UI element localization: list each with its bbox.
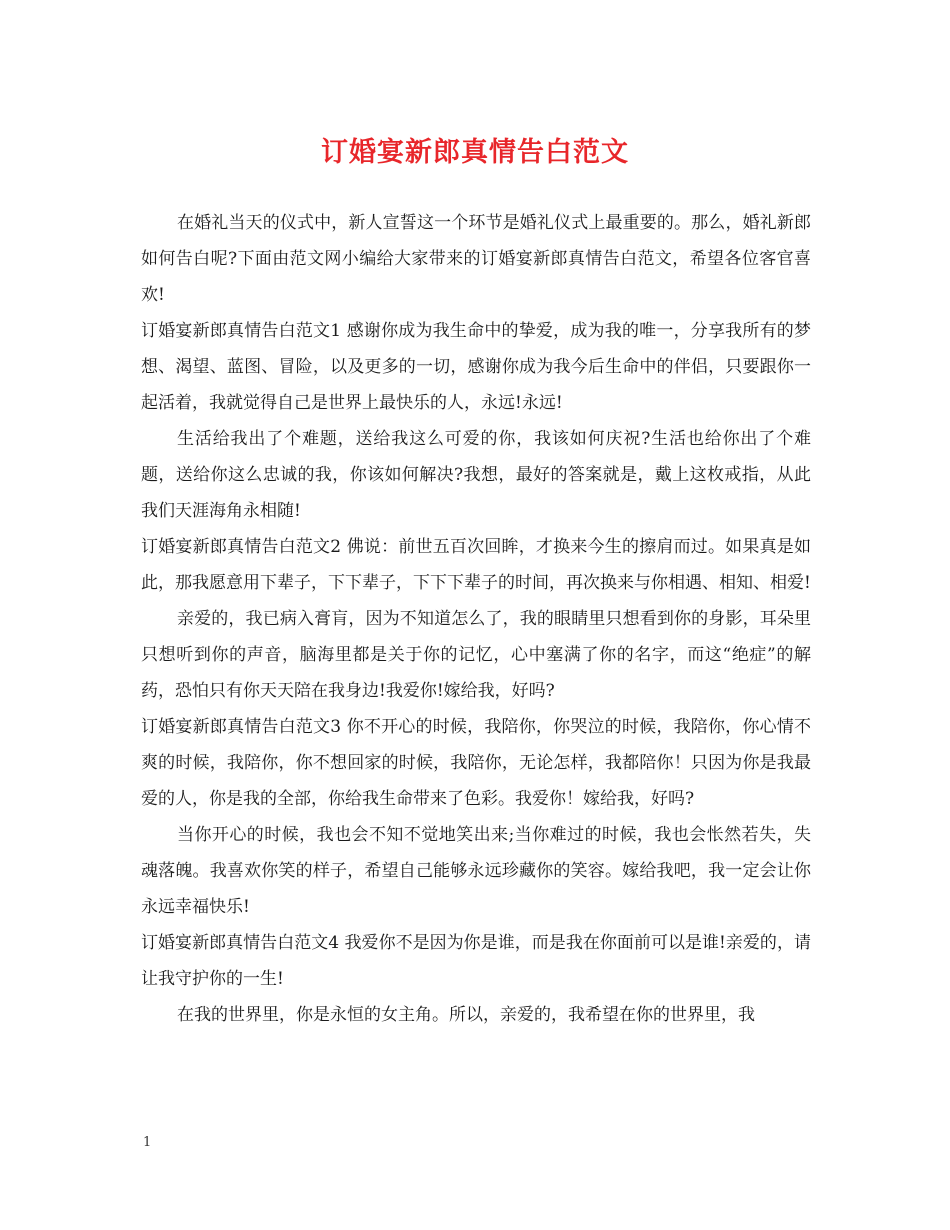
intro-paragraph: 在婚礼当天的仪式中，新人宣誓这一个环节是婚礼仪式上最重要的。那么，婚礼新郎如何告白呢?下面由范文网小编给大家带来的订婚宴新郎真情告白范文，希望各位客官喜欢! (141, 213, 811, 305)
page-number: 1 (143, 1135, 152, 1150)
section-heading: 订婚宴新郎真情告白范文3 (141, 717, 342, 737)
section-3 (141, 709, 811, 817)
section-heading: 订婚宴新郎真情告白范文4 (141, 933, 340, 953)
document-body (141, 205, 811, 1033)
document-title: 订婚宴新郎真情告白范文 (321, 137, 629, 168)
section-text: 佛说：前世五百次回眸，才换来今生的擦肩而过。如果真是如此，那我愿意用下辈子，下下辈子，下下下辈子的时间，再次换来与你相遇、相知、相爱! (141, 537, 811, 593)
section-heading: 订婚宴新郎真情告白范文1 (141, 321, 342, 341)
section-2-paragraph: 亲爱的，我已病入膏肓，因为不知道怎么了，我的眼睛里只想看到你的身影，耳朵里只想听到你的声音，脑海里都是关于你的记忆，心中塞满了你的名字，而这“绝症”的解药，恐怕只有你天天陪在我身边!我爱你!嫁给我，好吗? (141, 609, 811, 701)
section-text: 感谢你成为我生命中的挚爱，成为我的唯一，分享我所有的梦想、渴望、蓝图、冒险，以及更多的一切，感谢你成为我今后生命中的伴侣，只要跟你一起活着，我就觉得自己是世界上最快乐的人，永远!永远! (141, 321, 811, 413)
section-1 (141, 313, 811, 421)
section-2 (141, 529, 811, 601)
section-4 (141, 925, 811, 997)
section-3-paragraph: 当你开心的时候，我也会不知不觉地笑出来;当你难过的时候，我也会怅然若失，失魂落魄。我喜欢你笑的样子，希望自己能够永远珍藏你的笑容。嫁给我吧，我一定会让你永远幸福快乐! (141, 825, 811, 917)
section-heading: 订婚宴新郎真情告白范文2 (141, 537, 342, 557)
section-text: 我爱你不是因为你是谁，而是我在你面前可以是谁!亲爱的，请让我守护你的一生! (141, 933, 811, 989)
section-4-paragraph: 在我的世界里，你是永恒的女主角。所以，亲爱的，我希望在你的世界里，我 (177, 1005, 755, 1025)
section-1-paragraph: 生活给我出了个难题，送给我这么可爱的你，我该如何庆祝?生活也给你出了个难题，送给你这么忠诚的我，你该如何解决?我想，最好的答案就是，戴上这枚戒指，从此我们天涯海角永相随! (141, 429, 811, 521)
section-text: 你不开心的时候，我陪你，你哭泣的时候，我陪你，你心情不爽的时候，我陪你，你不想回家的时候，我陪你，无论怎样，我都陪你！只因为你是我最爱的人，你是我的全部，你给我生命带来了色彩。我爱你！嫁给我，好吗? (141, 717, 811, 809)
